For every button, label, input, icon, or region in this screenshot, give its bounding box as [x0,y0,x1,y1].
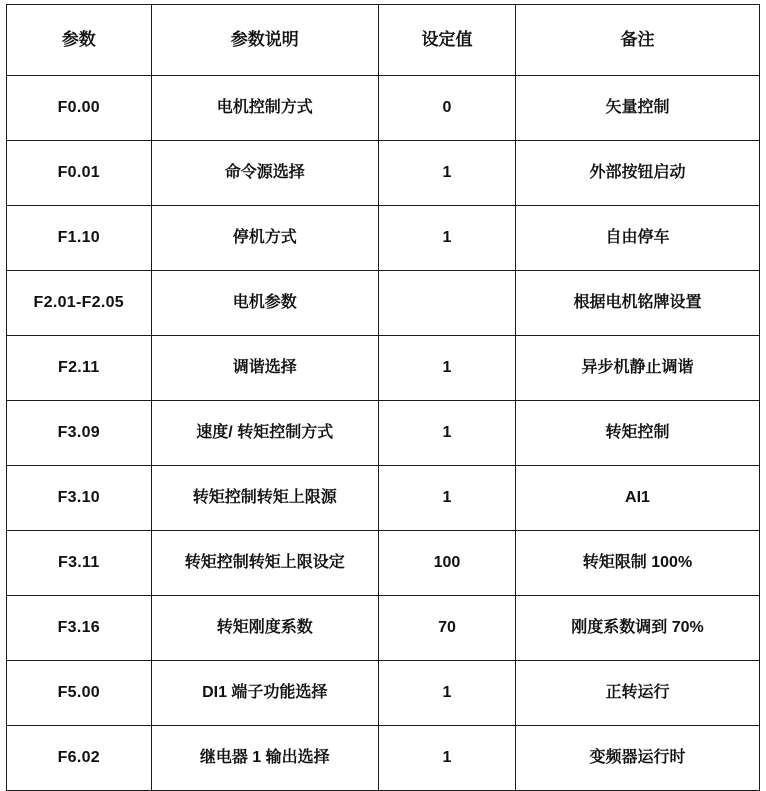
table-row [7,271,760,336]
cell-value: 1 [378,141,515,206]
cell-description: 转矩刚度系数 [151,596,378,661]
table-header-row [7,5,760,76]
cell-param: F1.10 [7,206,152,271]
cell-value: 1 [378,401,515,466]
table-row [7,726,760,791]
cell-value: 1 [378,206,515,271]
parameter-table [6,4,760,791]
cell-param: F6.02 [7,726,152,791]
cell-param: F3.11 [7,531,152,596]
cell-description: 转矩控制转矩上限源 [151,466,378,531]
cell-param: F3.16 [7,596,152,661]
table-row [7,596,760,661]
cell-note: 外部按钮启动 [515,141,759,206]
cell-description: 电机控制方式 [151,76,378,141]
table-row [7,531,760,596]
cell-param: F5.00 [7,661,152,726]
table-row [7,76,760,141]
cell-value [378,271,515,336]
cell-value: 0 [378,76,515,141]
cell-description: 继电器 1 输出选择 [151,726,378,791]
table-row [7,466,760,531]
cell-param: F2.11 [7,336,152,401]
column-header-param: 参数 [7,5,152,76]
cell-value: 1 [378,336,515,401]
cell-description: 命令源选择 [151,141,378,206]
cell-note: 转矩限制 100% [515,531,759,596]
cell-note: 转矩控制 [515,401,759,466]
table-row [7,206,760,271]
cell-param: F3.10 [7,466,152,531]
cell-value: 1 [378,661,515,726]
table-row [7,401,760,466]
cell-note: 自由停车 [515,206,759,271]
cell-param: F2.01-F2.05 [7,271,152,336]
cell-param: F0.01 [7,141,152,206]
cell-note: 根据电机铭牌设置 [515,271,759,336]
cell-description: DI1 端子功能选择 [151,661,378,726]
cell-note: 刚度系数调到 70% [515,596,759,661]
cell-note: 正转运行 [515,661,759,726]
cell-description: 电机参数 [151,271,378,336]
column-header-description: 参数说明 [151,5,378,76]
cell-value: 1 [378,466,515,531]
cell-value: 70 [378,596,515,661]
column-header-value: 设定值 [378,5,515,76]
cell-note: 异步机静止调谐 [515,336,759,401]
table-row [7,336,760,401]
column-header-note: 备注 [515,5,759,76]
cell-description: 转矩控制转矩上限设定 [151,531,378,596]
cell-note: 变频器运行时 [515,726,759,791]
table-row [7,661,760,726]
cell-description: 调谐选择 [151,336,378,401]
cell-description: 停机方式 [151,206,378,271]
cell-value: 100 [378,531,515,596]
cell-param: F3.09 [7,401,152,466]
table-header [7,5,760,76]
table-body [7,76,760,791]
cell-note: 矢量控制 [515,76,759,141]
table-row [7,141,760,206]
cell-description: 速度/ 转矩控制方式 [151,401,378,466]
cell-value: 1 [378,726,515,791]
cell-note: AI1 [515,466,759,531]
cell-param: F0.00 [7,76,152,141]
